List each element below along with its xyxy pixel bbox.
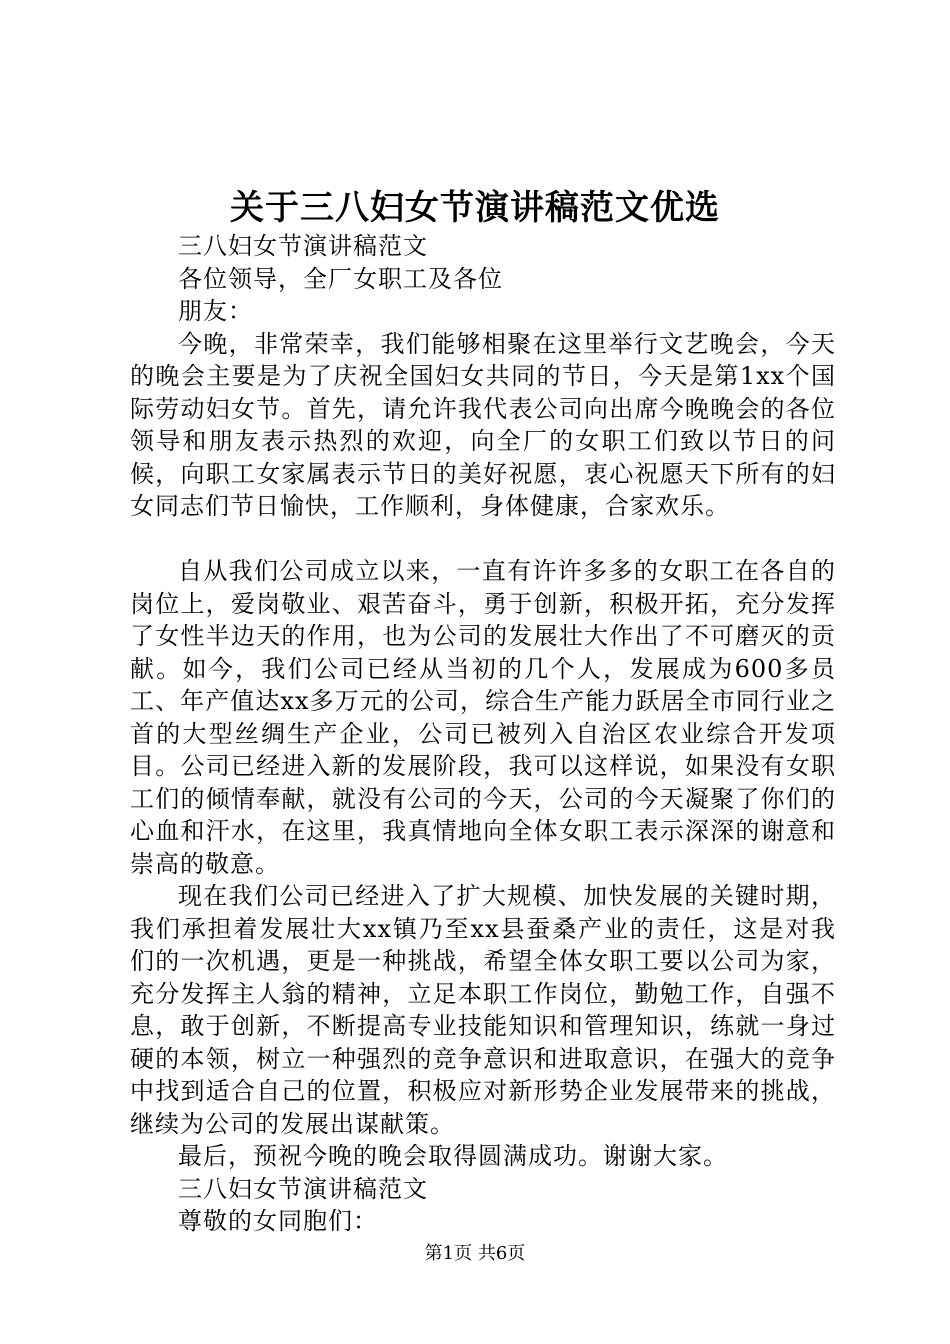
document-title: 关于三八妇女节演讲稿范文优选 xyxy=(230,188,720,228)
paragraph-challenge: 现在我们公司已经进入了扩大规模、加快发展的关键时期，我们承担着发展壮大xx镇乃至xx县蚕桑产业的责任，这是对我们的一次机遇，更是一种挑战，希望全体女职工要以公司为家，充分发挥主人翁的精神，立足本职工作岗位，勤勉工作，自强不息，敢于创新，不断提高专业技能知识和管理知识，练就一身过硬的本领，树立一种强烈的竞争意识和进取意识，在强大的竞争中找到适合自己的位置，积极应对新形势企业发展带来的挑战，继续为公司的发展出谋献策。 xyxy=(130,882,836,1138)
paragraph-subtitle: 三八妇女节演讲稿范文 xyxy=(178,232,428,260)
paragraph-closing: 最后，预祝今晚的晚会取得圆满成功。谢谢大家。 xyxy=(178,1142,728,1170)
document-body xyxy=(130,230,836,1238)
page-footer: 第1页 共6页 xyxy=(424,1243,526,1264)
paragraph-opening: 今晚，非常荣幸，我们能够相聚在这里举行文艺晚会，今天的晚会主要是为了庆祝全国妇女共同的节日，今天是第1xx个国际劳动妇女节。首先，请允许我代表公司向出席今晚晚会的各位领导和朋友表示热烈的欢迎，向全厂的女职工们致以节日的问候，向职工女家属表示节日的美好祝愿，衷心祝愿天下所有的妇女同志们节日愉快，工作顺利，身体健康，合家欢乐。 xyxy=(130,329,836,520)
paragraph-salutation-cont: 朋友： xyxy=(178,297,253,325)
paragraph-subtitle-2: 三八妇女节演讲稿范文 xyxy=(178,1174,428,1203)
paragraph-salutation: 各位领导，全厂女职工及各位 xyxy=(178,264,503,293)
paragraph-history: 自从我们公司成立以来，一直有许许多多的女职工在各自的岗位上，爱岗敬业、艰苦奋斗，勇于创新，积极开拓，充分发挥了女性半边天的作用，也为公司的发展壮大作出了不可磨灭的贡献。如今，我们公司已经从当初的几个人，发展成为600多员工、年产值达xx多万元的公司，综合生产能力跃居全市同行业之首的大型丝绸生产企业，公司已被列入自治区农业综合开发项目。公司已经进入新的发展阶段，我可以这样说，如果没有女职工们的倾情奉献，就没有公司的今天，公司的今天凝聚了你们的心血和汗水，在这里，我真情地向全体女职工表示深深的谢意和崇高的敬意。 xyxy=(130,557,836,878)
paragraph-salutation-2: 尊敬的女同胞们： xyxy=(178,1207,378,1235)
